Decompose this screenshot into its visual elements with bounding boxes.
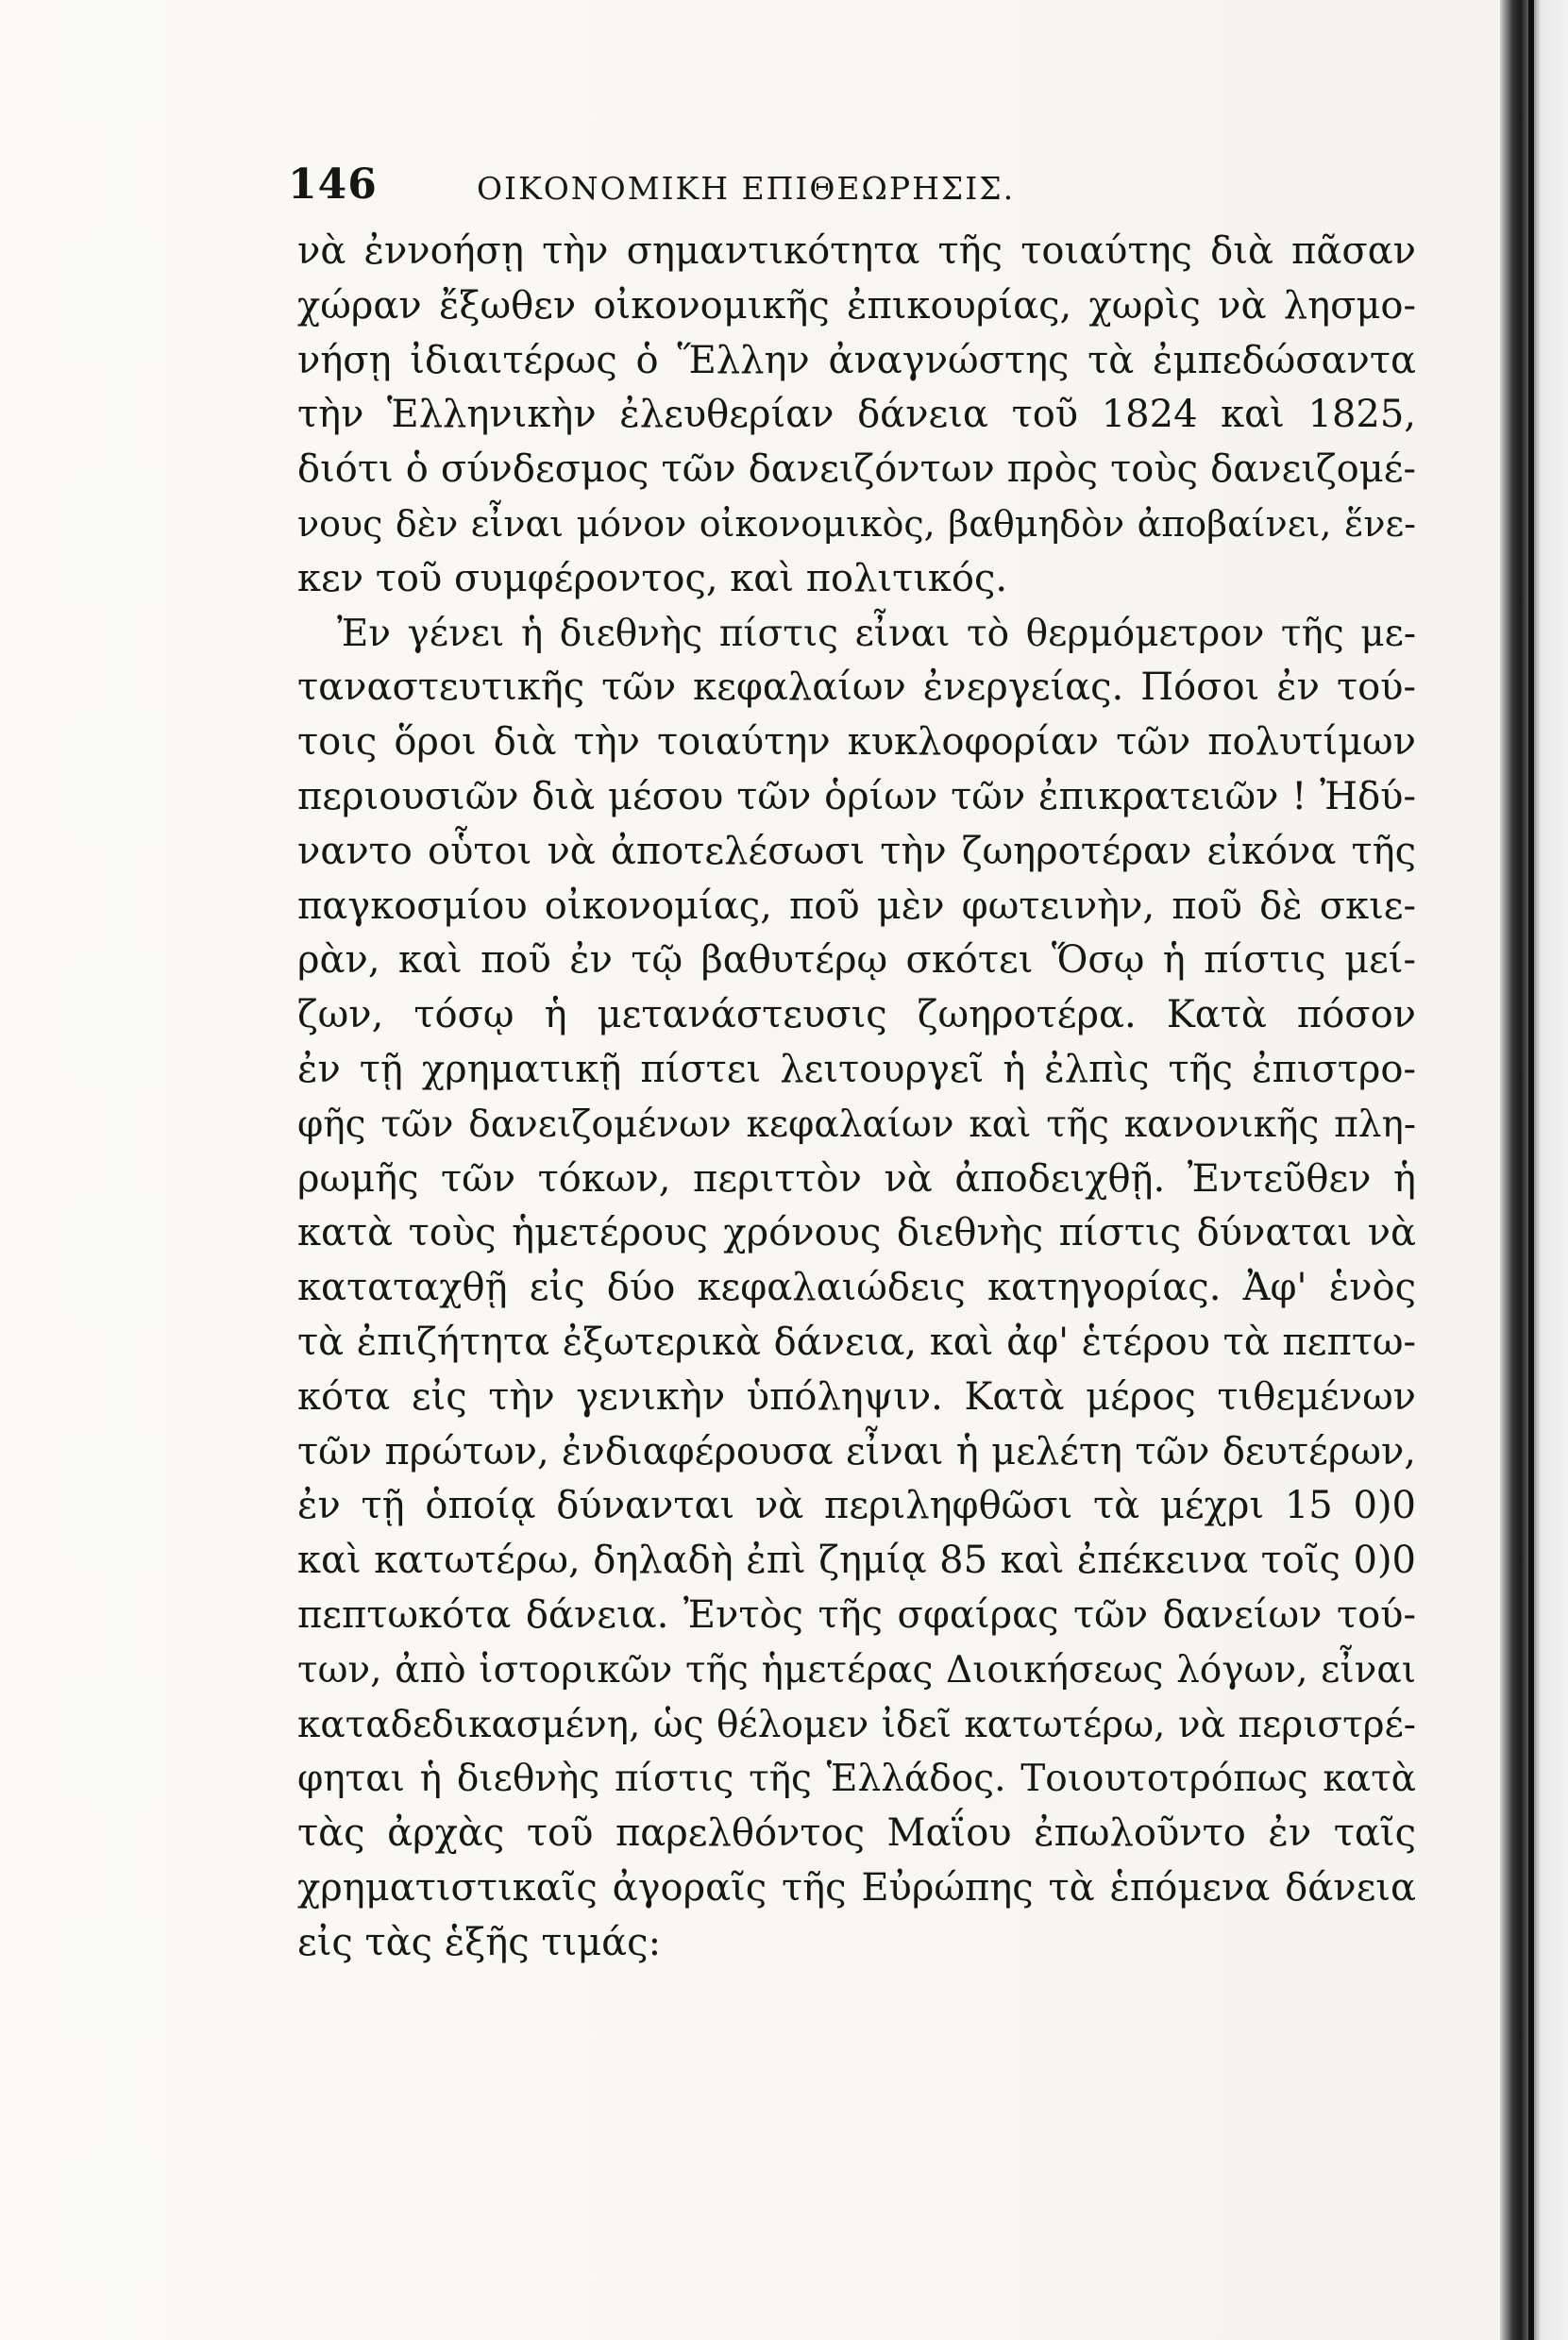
text-line: καὶ κατωτέρω, δηλαδὴ ἐπὶ ζημίᾳ 85 καὶ ἐπέκεινα τοῖς 0)0 — [297, 1539, 1416, 1583]
text-line: τὰ ἐπιζήτητα ἐξωτερικὰ δάνεια, καὶ ἀφ' ἑτέρου τὰ πεπτω- — [297, 1320, 1416, 1364]
running-head: ΟΙΚΟΝΟΜΙΚΗ ΕΠΙΘΕΩΡΗΣΙΣ. — [477, 170, 1016, 207]
text-line: περιουσιῶν διὰ μέσου τῶν ὁρίων τῶν ἐπικρατειῶν ! Ἠδύ- — [297, 774, 1416, 818]
text-line: των, ἀπὸ ἱστορικῶν τῆς ἡμετέρας Διοικήσεως λόγων, εἶναι — [297, 1648, 1416, 1692]
text-line: φηται ἡ διεθνὴς πίστις τῆς Ἑλλάδος. Τοιουτοτρόπως κατὰ — [297, 1758, 1416, 1801]
text-line: κατὰ τοὺς ἡμετέρους χρόνους διεθνὴς πίστις δύναται νὰ — [297, 1211, 1416, 1255]
text-line: τοις ὅροι διὰ τὴν τοιαύτην κυκλοφορίαν τῶν πολυτίμων — [297, 720, 1416, 765]
text-line: ἐν τῇ ὁποίᾳ δύνανται νὰ περιληφθῶσι τὰ μέχρι 15 0)0 — [297, 1484, 1416, 1528]
text-line: παγκοσμίου οἰκονομίας, ποῦ μὲν φωτεινὴν, ποῦ δὲ σκιε- — [297, 884, 1416, 928]
text-line: τὴν Ἑλληνικὴν ἐλευθερίαν δάνεια τοῦ 1824 καὶ 1825, — [297, 393, 1416, 437]
text-line: κεν τοῦ συμφέροντος, καὶ πολιτικός. — [297, 556, 1008, 600]
text-line: Ἐν γένει ἡ διεθνὴς πίστις εἶναι τὸ θερμόμετρον τῆς με- — [337, 612, 1416, 655]
page-number: 146 — [288, 160, 378, 209]
text-line: νὰ ἐννοήσῃ τὴν σημαντικότητα τῆς τοιαύτης διὰ πᾶσαν — [297, 229, 1416, 273]
text-line: χρηματιστικαῖς ἀγοραῖς τῆς Εὐρώπης τὰ ἑπόμενα δάνεια — [297, 1865, 1416, 1910]
text-line: τῶν πρώτων, ἐνδιαφέρουσα εἶναι ἡ μελέτη τῶν δευτέρων, — [297, 1429, 1416, 1473]
text-line: διότι ὁ σύνδεσμος τῶν δανειζόντων πρὸς τοὺς δανειζομέ- — [297, 447, 1416, 492]
text-line: χώραν ἔξωθεν οἰκονομικῆς ἐπικουρίας, χωρὶς νὰ λησμο- — [297, 283, 1416, 328]
text-line: εἰς τὰς ἑξῆς τιμάς: — [297, 1920, 662, 1964]
text-line: νήσῃ ἰδιαιτέρως ὁ Ἕλλην ἀναγνώστης τὰ ἐμπεδώσαντα — [297, 338, 1416, 382]
body-text — [297, 225, 1416, 1971]
text-line: ρὰν, καὶ ποῦ ἐν τῷ βαθυτέρῳ σκότει Ὅσῳ ἡ πίστις μεί- — [297, 938, 1416, 983]
text-line: ναντο οὗτοι νὰ ἀποτελέσωσι τὴν ζωηροτέραν εἰκόνα τῆς — [297, 829, 1416, 873]
text-line: τὰς ἀρχὰς τοῦ παρελθόντος Μαΐου ἐπωλοῦντο ἐν ταῖς — [297, 1811, 1416, 1856]
page-header — [288, 160, 1156, 217]
text-line: καταδεδικασμένη, ὡς θέλομεν ἰδεῖ κατωτέρω, νὰ περιστρέ- — [297, 1703, 1416, 1746]
text-line: ρωμῆς τῶν τόκων, περιττὸν νὰ ἀποδειχθῇ. Ἐντεῦθεν ἡ — [297, 1156, 1416, 1201]
page-gutter-shadow — [1528, 0, 1534, 2340]
text-line: καταταχθῇ εἰς δύο κεφαλαιώδεις κατηγορίας. Ἀφ' ἑνὸς — [297, 1266, 1416, 1310]
text-line: ἐν τῇ χρηματικῇ πίστει λειτουργεῖ ἡ ἐλπὶς τῆς ἐπιστρο- — [297, 1047, 1416, 1091]
text-line: νους δὲν εἶναι μόνον οἰκονομικὸς, βαθμηδὸν ἀποβαίνει, ἕνε- — [297, 502, 1416, 545]
text-line: κότα εἰς τὴν γενικὴν ὑπόληψιν. Κατὰ μέρος τιθεμένων — [297, 1374, 1416, 1419]
page-binding-edge — [1500, 0, 1568, 2340]
text-line: ταναστευτικῆς τῶν κεφαλαίων ἐνεργείας. Πόσοι ἐν τού- — [297, 665, 1416, 710]
text-line: ζων, τόσῳ ἡ μετανάστευσις ζωηροτέρα. Κατὰ πόσον — [297, 993, 1416, 1037]
text-line: φῆς τῶν δανειζομένων κεφαλαίων καὶ τῆς κανονικῆς πλη- — [297, 1103, 1416, 1146]
text-line: πεπτωκότα δάνεια. Ἐντὸς τῆς σφαίρας τῶν δανείων τού- — [297, 1592, 1416, 1637]
